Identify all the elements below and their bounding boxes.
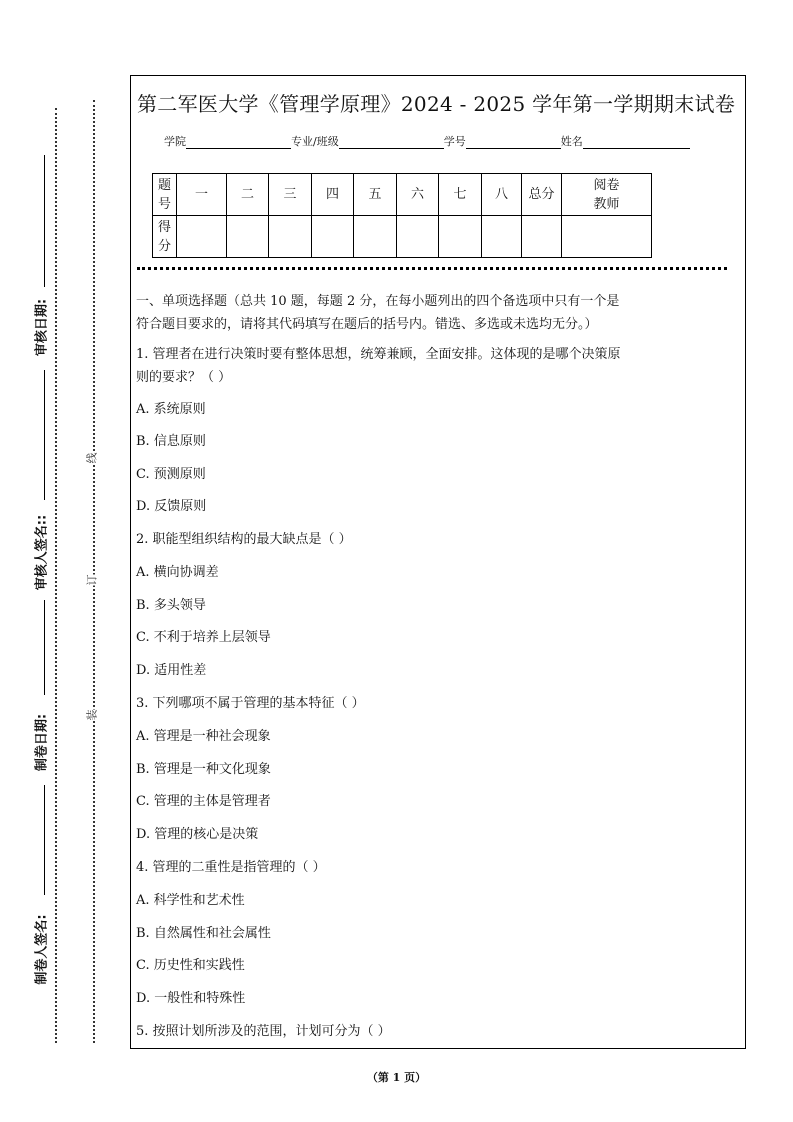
question-1: 1. 管理者在进行决策时要有整体思想，统筹兼顾，全面安排。这体现的是哪个决策原 (136, 347, 621, 362)
header-cell: 总分 (522, 174, 562, 216)
dotted-separator (137, 267, 727, 270)
score-cell[interactable] (269, 216, 312, 258)
header-cell: 一 (177, 174, 227, 216)
header-cell: 阅卷教师 (562, 174, 652, 216)
option[interactable]: D. 适用性差 (136, 663, 207, 678)
header-cell: 四 (312, 174, 354, 216)
score-cell[interactable] (227, 216, 269, 258)
option[interactable]: C. 预测原则 (136, 467, 206, 482)
signature-line (44, 600, 45, 695)
score-cell[interactable] (482, 216, 522, 258)
header-cell: 三 (269, 174, 312, 216)
option[interactable]: B. 自然属性和社会属性 (136, 926, 271, 941)
option[interactable]: C. 不利于培养上层领导 (136, 630, 271, 645)
option[interactable]: A. 系统原则 (136, 402, 206, 417)
major-field[interactable] (339, 135, 444, 149)
header-cell: 七 (439, 174, 482, 216)
score-cell[interactable] (177, 216, 227, 258)
option[interactable]: A. 横向协调差 (136, 565, 219, 580)
score-cell[interactable] (562, 216, 652, 258)
dotted-line (55, 108, 57, 1043)
score-cell[interactable] (354, 216, 397, 258)
question-3: 3. 下列哪项不属于管理的基本特征（ ） (136, 696, 365, 711)
college-field[interactable] (186, 135, 291, 149)
question-4: 4. 管理的二重性是指管理的（ ） (136, 860, 326, 875)
name-field[interactable] (583, 135, 690, 149)
exam-paper (130, 75, 746, 1049)
review-date-label: 审核日期: (34, 298, 50, 357)
college-label: 学院 (164, 135, 186, 148)
question-5: 5. 按照计划所涉及的范围，计划可分为（ ） (136, 1024, 391, 1039)
header-cell: 二 (227, 174, 269, 216)
option[interactable]: B. 多头领导 (136, 598, 206, 613)
header-cell: 题号 (153, 174, 177, 216)
paper-date-label: 制卷日期: (34, 713, 50, 772)
option[interactable]: A. 管理是一种社会现象 (136, 729, 271, 744)
option[interactable]: B. 信息原则 (136, 434, 206, 449)
paper-maker-signature-label: 制卷人签名: (34, 914, 50, 985)
score-cell[interactable] (397, 216, 439, 258)
section-heading: 一、单项选择题（总共 10 题，每题 2 分，在每小题列出的四个备选项中只有一个是 (136, 294, 620, 309)
score-cell[interactable] (312, 216, 354, 258)
student-info (164, 133, 690, 149)
question-1-cont: 则的要求？（ ） (136, 370, 232, 385)
page-number: （第 1 页） (366, 1071, 427, 1084)
option[interactable]: D. 反馈原则 (136, 499, 207, 514)
student-id-field[interactable] (466, 135, 561, 149)
reviewer-signature-label: 审核人签名:: (34, 514, 50, 591)
signature-line (44, 785, 45, 895)
score-cell[interactable] (439, 216, 482, 258)
header-cell: 八 (482, 174, 522, 216)
binding-char-bind: 装 (85, 709, 99, 721)
option[interactable]: C. 历史性和实践性 (136, 958, 245, 973)
option[interactable]: D. 一般性和特殊性 (136, 991, 246, 1006)
option[interactable]: D. 管理的核心是决策 (136, 827, 259, 842)
option[interactable]: B. 管理是一种文化现象 (136, 762, 271, 777)
section-heading-cont: 符合题目要求的，请将其代码填写在题后的括号内。错选、多选或未选均无分。） (136, 317, 598, 332)
score-table (152, 173, 652, 258)
major-label: 专业/班级 (291, 135, 339, 148)
binding-char-line: 线 (85, 452, 99, 464)
header-cell: 五 (354, 174, 397, 216)
signature-line (44, 370, 45, 500)
row-label: 得分 (153, 216, 177, 258)
page-title: 第二军医大学《管理学原理》2024 - 2025 学年第一学期期末试卷 (137, 92, 736, 116)
score-cell[interactable] (522, 216, 562, 258)
option[interactable]: C. 管理的主体是管理者 (136, 794, 271, 809)
header-cell: 六 (397, 174, 439, 216)
option[interactable]: A. 科学性和艺术性 (136, 893, 245, 908)
name-label: 姓名 (560, 135, 583, 148)
signature-line (44, 155, 45, 287)
student-id-label: 学号 (443, 135, 466, 148)
binding-char-staple: 订 (85, 574, 99, 586)
question-2: 2. 职能型组织结构的最大缺点是（ ） (136, 532, 352, 547)
dotted-line (93, 100, 95, 1043)
